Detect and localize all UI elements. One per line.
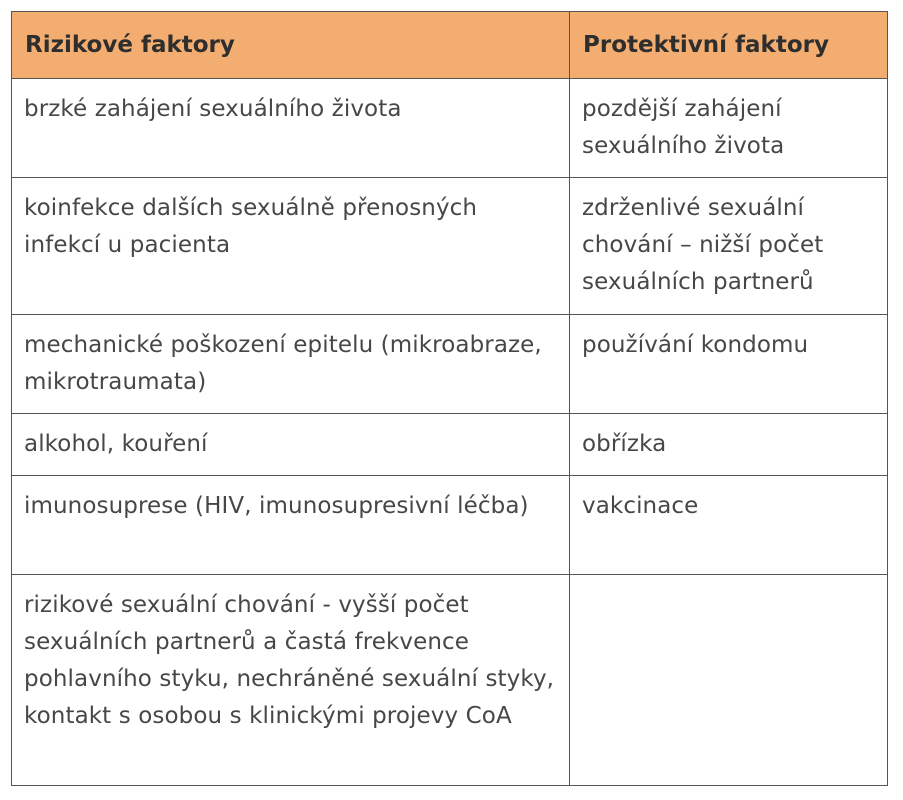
header-risk-factors: Rizikové faktory [12, 12, 570, 79]
risk-factor-cell: imunosuprese (HIV, imunosupresivní léčba) [12, 476, 570, 575]
table-row [12, 315, 888, 414]
protective-factor-cell [570, 575, 888, 786]
table-header-row [12, 12, 888, 79]
protective-factor-cell: používání kondomu [570, 315, 888, 414]
risk-factor-cell: alkohol, kouření [12, 414, 570, 476]
table-row [12, 79, 888, 178]
protective-factor-cell: pozdější zahájení sexuálního života [570, 79, 888, 178]
protective-factor-cell: zdrženlivé sexuální chování – nižší počet sexuálních partnerů [570, 178, 888, 315]
table-row [12, 178, 888, 315]
protective-factor-cell: obřízka [570, 414, 888, 476]
table-row [12, 414, 888, 476]
table-row [12, 476, 888, 575]
risk-factor-cell: brzké zahájení sexuálního života [12, 79, 570, 178]
risk-factor-cell: koinfekce dalších sexuálně přenosných infekcí u pacienta [12, 178, 570, 315]
protective-factor-cell: vakcinace [570, 476, 888, 575]
risk-protective-factors-table [11, 11, 888, 786]
risk-factor-cell: rizikové sexuální chování - vyšší počet sexuálních partnerů a častá frekvence pohlavního styku, nechráněné sexuální styky, kontakt s osobou s klinickými projevy CoA [12, 575, 570, 786]
risk-factor-cell: mechanické poškození epitelu (mikroabraze, mikrotraumata) [12, 315, 570, 414]
table-row [12, 575, 888, 786]
header-protective-factors: Protektivní faktory [570, 12, 888, 79]
factors-table-container [11, 11, 887, 786]
